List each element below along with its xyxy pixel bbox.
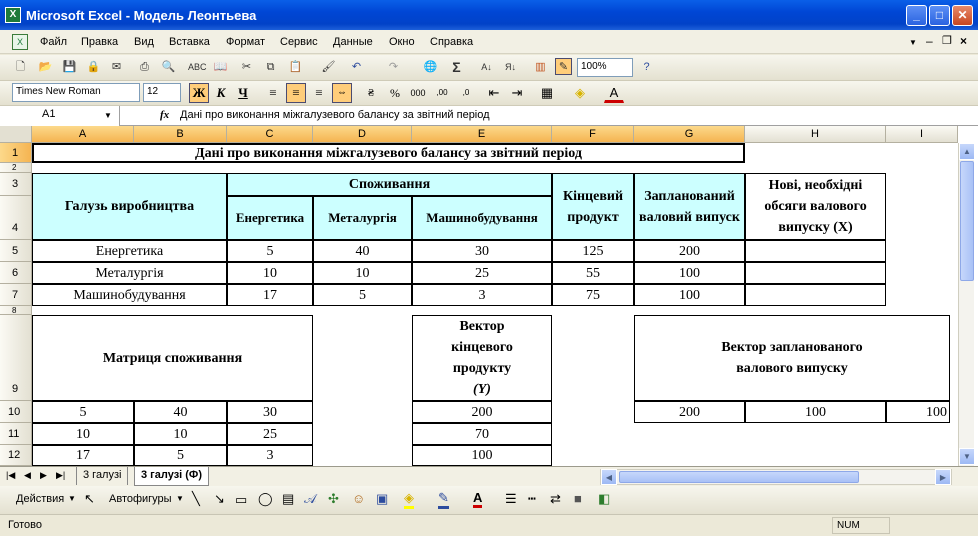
row-header-7[interactable]: 7 <box>0 284 32 306</box>
excel-app-icon[interactable]: X <box>5 7 21 23</box>
tab-3-branches-f[interactable]: 3 галузі (Ф) <box>134 467 209 486</box>
spelling-icon[interactable]: ABC <box>188 62 207 72</box>
row-header-2[interactable]: 2 <box>0 163 32 173</box>
header-final-product[interactable]: Кінцевий продукт <box>552 173 634 240</box>
font-size-select[interactable]: 12 <box>143 83 181 102</box>
value-cell[interactable]: 3 <box>412 284 552 306</box>
increase-decimal-icon[interactable]: ,00 <box>436 88 448 97</box>
decrease-decimal-icon[interactable]: ,0 <box>462 88 470 97</box>
next-sheet-icon[interactable]: ▶ <box>40 470 47 480</box>
menu-edit[interactable]: Правка <box>81 36 119 48</box>
font-color-icon[interactable]: A <box>604 83 624 103</box>
chart-wizard-icon[interactable]: ▥ <box>535 61 546 73</box>
menu-tools[interactable]: Сервис <box>280 36 318 48</box>
matrix-cell[interactable]: 10 <box>32 423 134 445</box>
status-ready: Готово <box>8 519 42 531</box>
hyperlink-icon[interactable]: 🌐 <box>423 61 438 73</box>
vector-planned-cell[interactable]: 100 <box>886 401 950 423</box>
value-cell[interactable]: 5 <box>313 284 412 306</box>
vector-planned-label[interactable]: Вектор запланованого валового випуску <box>634 315 950 401</box>
vector-final-label-text: Вектор кінцевого продукту <box>451 319 513 376</box>
row-header-9[interactable]: 9 <box>0 315 32 401</box>
num-lock-indicator: NUM <box>832 517 890 534</box>
arrow-style-icon[interactable]: ⇄ <box>550 491 561 506</box>
vector-planned-cell[interactable]: 200 <box>634 401 745 423</box>
scroll-up-icon[interactable]: ▲ <box>959 143 975 160</box>
menu-format[interactable]: Формат <box>226 36 266 48</box>
print-icon[interactable]: ⎙ <box>140 61 149 73</box>
bold-button[interactable]: Ж <box>189 83 209 103</box>
doc-restore-icon[interactable]: ❐ <box>942 35 952 47</box>
menu-data[interactable]: Данные <box>333 36 373 48</box>
currency-icon[interactable]: ₴ <box>367 87 375 99</box>
subheader-energy[interactable]: Енергетика <box>227 196 313 240</box>
ask-dropdown-icon[interactable]: ▼ <box>909 38 917 47</box>
branch-cell[interactable]: Металургія <box>32 262 227 284</box>
formatting-toolbar <box>0 81 978 106</box>
scroll-down-icon[interactable]: ▼ <box>959 448 975 465</box>
matrix-cell[interactable]: 30 <box>227 401 313 423</box>
borders-icon[interactable]: ▦ <box>540 85 554 100</box>
subheader-machinery[interactable]: Машинобудування <box>412 196 552 240</box>
textbox-icon[interactable]: ▤ <box>282 491 295 506</box>
scroll-left-icon[interactable]: ◀ <box>601 469 617 485</box>
matrix-cell[interactable]: 25 <box>227 423 313 445</box>
vector-planned-cell[interactable]: 100 <box>745 401 886 423</box>
draw-actions-dropdown-icon[interactable]: ▼ <box>68 494 76 503</box>
branch-cell[interactable]: Машинобудування <box>32 284 227 306</box>
formula-input[interactable]: Дані про виконання міжгалузевого балансу за звітний період <box>180 109 490 121</box>
matrix-cell[interactable]: 40 <box>134 401 227 423</box>
tab-3-branches[interactable]: 3 галузі <box>76 467 128 485</box>
matrix-label[interactable]: Матриця споживання <box>32 315 313 401</box>
value-cell[interactable]: 25 <box>412 262 552 284</box>
status-bar <box>0 514 978 536</box>
row-header-11[interactable]: 11 <box>0 423 32 445</box>
value-cell[interactable]: 40 <box>313 240 412 262</box>
formula-bar <box>0 106 978 126</box>
prev-sheet-icon[interactable]: ◀ <box>24 470 31 480</box>
empty-cell[interactable] <box>745 284 886 306</box>
merge-center-icon[interactable]: ⇔ <box>332 83 352 103</box>
sheet-title-cell[interactable]: Дані про виконання міжгалузевого балансу за звітний період <box>32 143 745 163</box>
last-sheet-icon[interactable]: ▶| <box>56 470 66 480</box>
research-icon[interactable]: 📖 <box>213 61 228 73</box>
dash-style-icon[interactable]: ┅ <box>528 491 536 506</box>
col-header-d[interactable]: D <box>313 126 412 143</box>
value-cell[interactable]: 10 <box>227 262 313 284</box>
decrease-indent-icon[interactable]: ⇤ <box>488 85 500 100</box>
matrix-cell[interactable]: 10 <box>134 423 227 445</box>
col-header-h[interactable]: H <box>745 126 886 143</box>
permission-icon[interactable]: 🔒 <box>86 61 101 73</box>
horizontal-scrollbar[interactable] <box>600 469 952 485</box>
value-cell[interactable]: 17 <box>227 284 313 306</box>
col-header-g[interactable]: G <box>634 126 745 143</box>
line-color-icon[interactable]: ✎ <box>438 490 449 509</box>
redo-icon[interactable]: ↷ <box>388 61 399 73</box>
arrow-icon[interactable]: ↘ <box>214 491 225 506</box>
comma-style-icon[interactable]: 000 <box>410 88 426 98</box>
name-box[interactable]: A1 <box>0 106 120 126</box>
diagram-icon[interactable]: ✣ <box>328 491 339 506</box>
value-cell[interactable]: 10 <box>313 262 412 284</box>
copy-icon[interactable]: ⧉ <box>266 61 275 73</box>
draw-font-color-icon[interactable]: A <box>473 490 482 508</box>
menu-help[interactable]: Справка <box>430 36 474 48</box>
title-bar <box>0 0 978 30</box>
align-left-icon[interactable]: ≡ <box>269 85 277 100</box>
autoshapes-dropdown-icon[interactable]: ▼ <box>176 494 184 503</box>
row-header-10[interactable]: 10 <box>0 401 32 423</box>
vector-final-cell[interactable]: 70 <box>412 423 552 445</box>
matrix-cell[interactable]: 5 <box>32 401 134 423</box>
select-objects-icon[interactable]: ↖ <box>84 491 95 506</box>
header-consumption[interactable]: Споживання <box>227 173 552 196</box>
row-header-5[interactable]: 5 <box>0 240 32 262</box>
vector-final-symbol: (Y) <box>473 382 491 397</box>
print-preview-icon[interactable]: 🔍 <box>161 61 176 73</box>
name-box-dropdown-icon[interactable]: ▼ <box>104 111 112 120</box>
maximize-button[interactable]: □ <box>929 5 950 26</box>
drawing-toggle-icon[interactable]: ✎ <box>555 58 572 75</box>
col-header-b[interactable]: B <box>134 126 227 143</box>
draw-fill-color-icon[interactable]: ◈ <box>404 490 414 509</box>
rectangle-icon[interactable]: ▭ <box>235 492 248 507</box>
italic-button[interactable]: К <box>216 85 226 100</box>
value-cell[interactable]: 5 <box>227 240 313 262</box>
workbook-icon[interactable]: X <box>12 34 28 50</box>
vertical-scrollbar[interactable] <box>958 143 974 466</box>
value-cell[interactable]: 100 <box>634 262 745 284</box>
matrix-cell[interactable]: 17 <box>32 445 134 466</box>
help-icon[interactable]: ? <box>643 61 650 73</box>
line-icon[interactable]: ╲ <box>192 491 200 506</box>
select-all-corner[interactable] <box>0 126 32 143</box>
paste-icon[interactable]: 📋 <box>288 61 303 73</box>
menu-bar <box>0 30 978 54</box>
value-cell[interactable]: 30 <box>412 240 552 262</box>
save-icon[interactable]: 💾 <box>62 61 77 73</box>
open-icon[interactable]: 📂 <box>38 61 53 73</box>
line-style-icon[interactable]: ☰ <box>505 491 517 506</box>
header-new-volumes[interactable]: Нові, необхідні обсяги валового випуску (X) <box>745 173 886 240</box>
row-header-12[interactable]: 12 <box>0 445 32 466</box>
doc-close-icon[interactable]: × <box>960 34 968 48</box>
sheet-tabs-bar <box>0 466 978 486</box>
scroll-right-icon[interactable]: ▶ <box>935 469 951 485</box>
row-header-3[interactable]: 3 <box>0 173 32 196</box>
empty-cell[interactable] <box>745 262 886 284</box>
doc-minimize-icon[interactable]: – <box>926 34 933 48</box>
percent-icon[interactable]: % <box>390 86 400 100</box>
col-header-i[interactable]: I <box>886 126 958 143</box>
increase-indent-icon[interactable]: ⇥ <box>511 85 523 100</box>
col-header-f[interactable]: F <box>552 126 634 143</box>
value-cell[interactable]: 125 <box>552 240 634 262</box>
matrix-cell[interactable]: 3 <box>227 445 313 466</box>
value-cell[interactable]: 75 <box>552 284 634 306</box>
fx-icon[interactable]: fx <box>160 109 170 121</box>
col-header-a[interactable]: A <box>32 126 134 143</box>
close-button[interactable]: ✕ <box>952 5 973 26</box>
minimize-button[interactable]: _ <box>906 5 927 26</box>
menu-view[interactable]: Вид <box>134 36 154 48</box>
row-header-6[interactable]: 6 <box>0 262 32 284</box>
matrix-cell[interactable]: 5 <box>134 445 227 466</box>
clipart-icon[interactable]: ☺ <box>352 491 366 506</box>
row-header-1[interactable]: 1 <box>0 143 32 163</box>
value-cell[interactable]: 200 <box>634 240 745 262</box>
empty-cell[interactable] <box>745 240 886 262</box>
autoshapes-menu[interactable]: Автофигуры <box>109 493 172 505</box>
oval-icon[interactable]: ◯ <box>258 491 273 506</box>
horizontal-scroll-thumb[interactable] <box>619 471 859 483</box>
window-title: Microsoft Excel - Модель Леонтьева <box>26 8 257 23</box>
email-icon[interactable]: ✉ <box>111 61 122 73</box>
row-header-4[interactable]: 4 <box>0 196 32 240</box>
wordart-icon[interactable]: 𝒜 <box>304 491 317 506</box>
first-sheet-icon[interactable]: |◀ <box>6 470 16 480</box>
header-planned-output[interactable]: Запланований валовий випуск <box>634 173 745 240</box>
value-cell[interactable]: 100 <box>634 284 745 306</box>
undo-icon[interactable]: ↶ <box>351 61 362 73</box>
row-header-8[interactable]: 8 <box>0 306 32 315</box>
standard-toolbar <box>0 55 978 81</box>
autosum-icon[interactable]: Σ <box>452 59 461 75</box>
value-cell[interactable]: 55 <box>552 262 634 284</box>
zoom-select[interactable]: 100% <box>577 58 633 77</box>
subheader-metallurgy[interactable]: Металургія <box>313 196 412 240</box>
fill-color-icon[interactable]: ◈ <box>575 85 585 100</box>
draw-actions-menu[interactable]: Действия <box>16 493 65 505</box>
font-name-select[interactable]: Times New Roman <box>12 83 140 102</box>
branch-cell[interactable]: Енергетика <box>32 240 227 262</box>
picture-icon[interactable]: ▣ <box>376 491 389 506</box>
vector-final-cell[interactable]: 100 <box>412 445 552 466</box>
menu-window[interactable]: Окно <box>389 36 415 48</box>
worksheet-grid[interactable] <box>0 126 978 466</box>
header-branch[interactable]: Галузь виробництва <box>32 173 227 240</box>
underline-button[interactable]: Ч <box>238 85 248 100</box>
drawing-toolbar <box>0 486 978 514</box>
sort-descending-icon[interactable]: Я↓ <box>505 62 516 72</box>
new-icon[interactable]: 🗋 <box>16 61 25 73</box>
menu-file[interactable]: Файл <box>40 36 68 48</box>
col-header-e[interactable]: E <box>412 126 552 143</box>
col-header-c[interactable]: C <box>227 126 313 143</box>
vector-final-cell[interactable]: 200 <box>412 401 552 423</box>
menu-insert[interactable]: Вставка <box>169 36 210 48</box>
align-center-icon[interactable]: ≡ <box>286 83 306 103</box>
cut-icon[interactable]: ✂ <box>241 61 252 73</box>
3d-style-icon[interactable]: ◧ <box>598 491 611 506</box>
shadow-style-icon[interactable]: ■ <box>574 491 582 506</box>
vector-final-label[interactable] <box>412 315 552 401</box>
format-painter-icon[interactable]: 🖌 <box>321 61 336 73</box>
align-right-icon[interactable]: ≡ <box>315 85 323 100</box>
vertical-scroll-thumb[interactable] <box>960 161 974 281</box>
sort-ascending-icon[interactable]: A↓ <box>481 62 492 72</box>
